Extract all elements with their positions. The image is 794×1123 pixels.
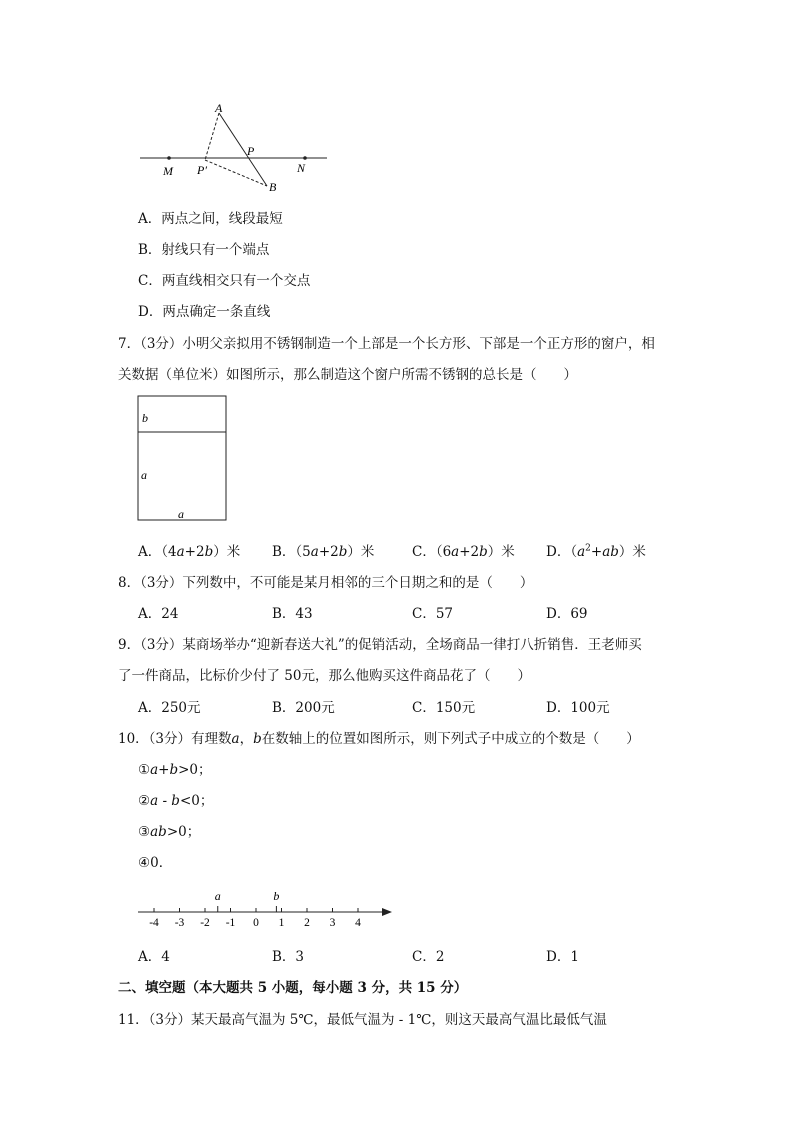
q10-stem: 10．（3分）有理数a，b在数轴上的位置如图所示，则下列式子中成立的个数是（ ） [118,731,640,747]
q7-option-d: D．$(a^2+ab)$米 [546,543,646,560]
q9-option-b: B．200元 [272,700,335,716]
q6-option-a: A．两点之间，线段最短 [138,211,283,227]
q7-window-figure [136,394,230,524]
label-b-height: b [142,411,148,425]
q6-option-d: D．两点确定一条直线 [138,304,271,320]
q10-option-c: C．2 [412,949,445,965]
point-n [303,156,307,160]
number-line-tick-label: -2 [200,917,210,929]
number-line-tick-label: -4 [149,917,159,929]
q9-option-c: C．150元 [412,700,476,716]
number-line-tick-label: 3 [329,917,336,929]
q7-stem-line1: 7．（3分）小明父亲拟用不锈钢制造一个上部是一个长方形、下部是一个正方形的窗户，相 [118,336,655,352]
dashed-a-pprime [205,113,219,160]
number-line-tick-label: 0 [253,917,259,929]
q10-item-1: ①a+b>0； [138,762,212,778]
q6-option-b: B．射线只有一个端点 [138,242,270,258]
number-line-tick-label: -1 [225,917,236,929]
label-a-side: a [141,468,147,482]
q6-option-c: C．两直线相交只有一个交点 [138,273,311,289]
q9-option-d: D．100元 [546,700,610,716]
q8-option-d: D．69 [546,606,588,622]
window-outline [138,396,226,520]
label-m: M [163,164,173,178]
q10-item-3: ③ab>0； [138,824,201,840]
q8-option-a: A．24 [138,606,179,622]
q10-option-a: A．4 [138,949,170,965]
q9-stem-line1: 9．（3分）某商场举办“迎新春送大礼”的促销活动，全场商品一律打八折销售．王老师买 [118,637,642,653]
label-n: N [297,161,306,175]
q11-stem-line1: 11．（3分）某天最高气温为 5℃，最低气温为 - 1℃，则这天最高气温比最低气温 [118,1012,607,1028]
section-2-title: 二、填空题（本大题共 5 小题，每小题 3 分，共 15 分） [118,980,468,996]
q7-option-c: C．（6a+2b）米 [412,544,515,560]
q7-stem-line2: 关数据（单位米）如图所示，那么制造这个窗户所需不锈钢的总长是（ ） [118,367,577,383]
q7-option-a: A．（4a+2b）米 [138,544,241,560]
q8-stem: 8．（3分）下列数中，不可能是某月相邻的三个日期之和的是（ ） [118,575,534,591]
q6-figure [135,98,335,198]
q8-option-b: B．43 [272,606,313,622]
q10-number-line [134,884,396,930]
number-line-tick-label: 1 [278,917,285,929]
q9-stem-line2: 了一件商品，比标价少付了 50元，那么他购买这件商品花了（ ） [118,668,531,684]
label-pprime: P′ [197,163,207,177]
label-a-bottom: a [178,507,184,521]
q9-option-a: A．250元 [138,700,201,716]
label-a: A [215,101,223,115]
q7-option-b: B．（5a+2b）米 [272,544,375,560]
point-a-label: a [214,889,221,903]
q10-option-b: B．3 [272,949,305,965]
segment-ab [219,113,267,186]
point-b-label: b [273,889,280,903]
point-m [167,156,171,160]
q10-item-4: ④0． [138,855,173,871]
number-line-tick-label: 2 [304,917,310,929]
number-line-tick-label: -3 [174,917,185,929]
q8-option-c: C．57 [412,606,454,622]
dashed-pprime-b [205,160,267,186]
q10-item-2: ②a - b<0； [138,793,214,809]
number-line-tick-label: 4 [355,917,361,929]
number-line-arrow [382,908,392,916]
label-b: B [269,180,277,194]
label-p: P [247,144,255,158]
q10-option-d: D．1 [546,949,579,965]
